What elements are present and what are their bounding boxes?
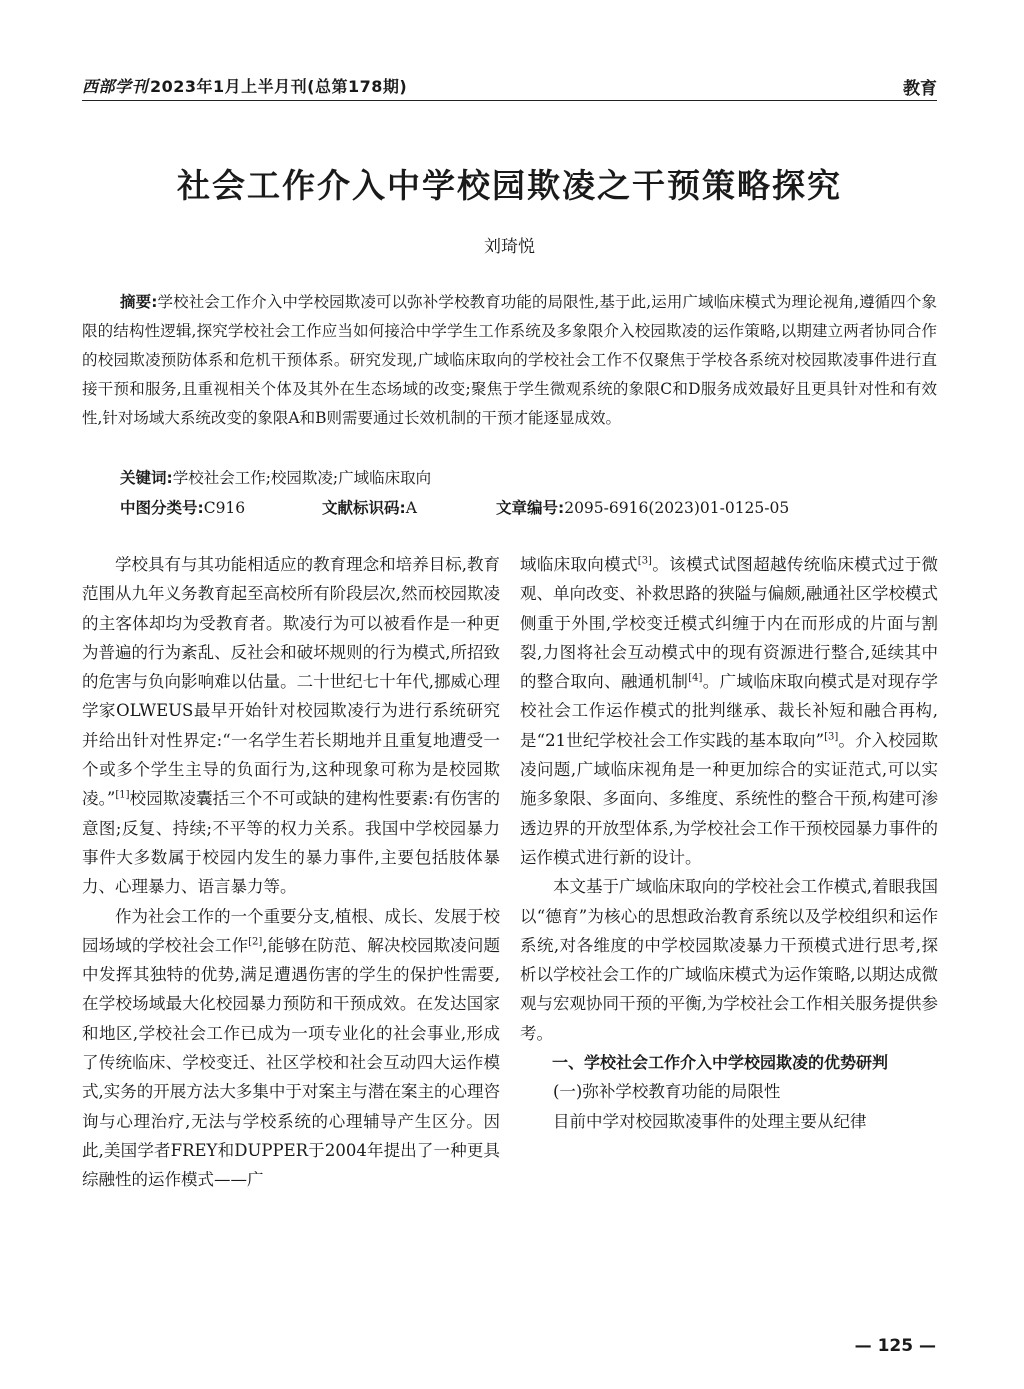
page-number: — 125 —	[854, 1336, 936, 1356]
left-column	[82, 550, 500, 1195]
clc-number: 中图分类号:C916	[120, 499, 246, 517]
section-heading: 一、学校社会工作介入中学校园欺凌的优势研判	[552, 1053, 889, 1073]
section-tag: 教育	[903, 79, 937, 99]
abstract	[82, 288, 937, 433]
article-number: 文章编号:2095-6916(2023)01-0125-05	[496, 499, 790, 517]
body-paragraph: 作为社会工作的一个重要分支,植根、成长、发展于校园场域的学校社会工作[2],能够在防范、解决校园欺凌问题中发挥其独特的优势,满足遭遇伤害的学生的保护性需要,在学校场域最大化校园暴力预防和干预成效。在发达国家和地区,学校社会工作已成为一项专业化的社会事业,形成了传统临床、学校变迁、社区学校和社会互动四大运作模式,实务的开展方法大多集中于对案主与潜在案主的心理咨询与心理治疗,无法与学校系统的心理辅导产生区分。因此,美国学者FREY和DUPPER于2004年提出了一种更具综融性的运作模式——广	[82, 906, 500, 1190]
body-paragraph: 学校具有与其功能相适应的教育理念和培养目标,教育范围从九年义务教育起至高校所有阶段层次,然而校园欺凌的主客体却均为受教育者。欺凌行为可以被看作是一种更为普遍的行为紊乱、反社会和破坏规则的行为模式,所招致的危害与负向影响难以估量。二十世纪七十年代,挪威心理学家OLWEUS最早开始针对校园欺凌行为进行系统研究并给出针对性界定:“一名学生若长期地并且重复地遭受一个或多个学生主导的负面行为,这种现象可称为是校园欺凌。”[1]校园欺凌囊括三个不可或缺的建构性要素:有伤害的意图;反复、持续;不平等的权力关系。我国中学校园暴力事件大多数属于校园内发生的暴力事件,主要包括肢体暴力、心理暴力、语言暴力等。	[82, 555, 501, 897]
right-column	[520, 550, 938, 1136]
paper-title: 社会工作介入中学校园欺凌之干预策略探究	[177, 166, 842, 205]
journal-issue	[82, 74, 407, 97]
abstract-label: 摘要:	[120, 293, 158, 311]
journal-logo: 西部学刊	[82, 77, 149, 96]
citation: [2]	[248, 936, 263, 948]
body-paragraph: 域临床取向模式[3]。该模式试图超越传统临床模式过于微观、单向改变、补救思路的狭隘与偏颇,融通社区学校模式侧重于外围,学校变迁模式纠缠于内在而形成的片面与割裂,力图将社会互动模式中的现有资源进行整合,延续其中的整合取向、融通机制[4]。广域临床取向模式是对现存学校社会工作运作模式的批判继承、裁长补短和融合再构,是“21世纪学校社会工作实践的基本取向”[3]。介入校园欺凌问题,广域临床视角是一种更加综合的实证范式,可以实施多象限、多面向、多维度、系统性的整合干预,构建可渗透边界的开放型体系,为学校社会工作干预校园暴力事件的运作模式进行新的设计。	[520, 555, 939, 867]
citation: [4]	[688, 672, 703, 684]
keywords-text: 学校社会工作;校园欺凌;广域临床取向	[172, 469, 432, 487]
citation: [3]	[637, 555, 652, 567]
citation: [3]	[824, 731, 839, 743]
document-code: 文献标识码:A	[322, 499, 417, 517]
citation: [1]	[115, 789, 130, 801]
author-name: 刘琦悦	[484, 237, 535, 257]
abstract-text: 学校社会工作介入中学校园欺凌可以弥补学校教育功能的局限性,基于此,运用广域临床模式为理论视角,遵循四个象限的结构性逻辑,探究学校社会工作应当如何接洽中学学生工作系统及多象限介入校园欺凌的运作策略,以期建立两者协同合作的校园欺凌预防体系和危机干预体系。研究发现,广域临床取向的学校社会工作不仅聚焦于学校各系统对校园欺凌事件进行直接干预和服务,且重视相关个体及其外在生态场域的改变;聚焦于学生微观系统的象限C和D服务成效最好且更具针对性和有效性,针对场域大系统改变的象限A和B则需要通过长效机制的干预才能逐显成效。	[82, 293, 937, 427]
body-paragraph: 目前中学对校园欺凌事件的处理主要从纪律	[553, 1111, 867, 1131]
keywords-label: 关键词:	[120, 469, 173, 487]
issue-text: 2023年1月上半月刊(总第178期)	[150, 77, 408, 96]
keywords	[120, 466, 431, 488]
body-paragraph: 本文基于广域临床取向的学校社会工作模式,着眼我国以“德育”为核心的思想政治教育系统以及学校组织和运作系统,对各维度的中学校园欺凌暴力干预模式进行思考,探析以学校社会工作的广域临床模式为运作策略,以期达成微观与宏观协同干预的平衡,为学校社会工作相关服务提供参考。	[520, 877, 938, 1043]
subsection-heading: (一)弥补学校教育功能的局限性	[553, 1082, 781, 1102]
running-header	[82, 72, 937, 101]
